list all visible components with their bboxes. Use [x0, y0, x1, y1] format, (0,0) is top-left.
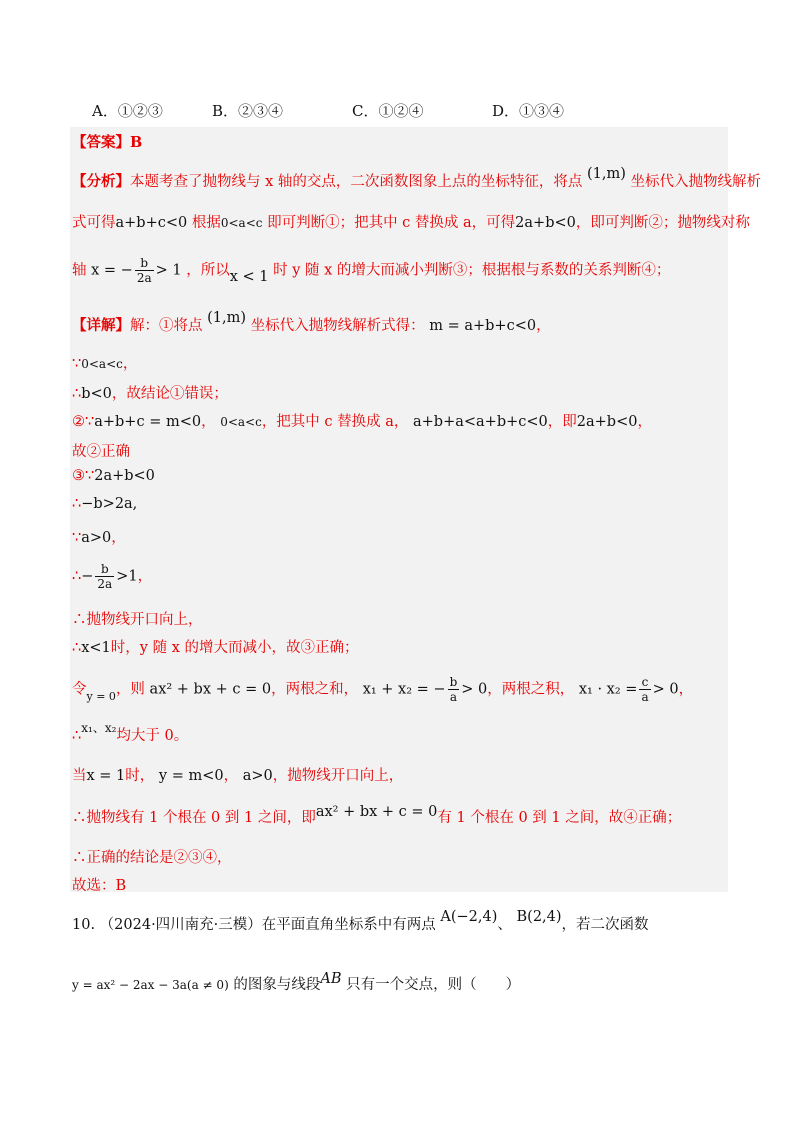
math-xlt1: x < 1: [229, 268, 269, 285]
detail-line-15: [72, 806, 681, 827]
because-sign: ∵: [72, 356, 82, 372]
therefore-sign: ∴: [72, 568, 82, 585]
math-b-lt0: b<0: [81, 386, 112, 402]
math-gt1: >1: [116, 568, 138, 585]
analysis-label: 【分析】: [72, 173, 130, 190]
detail-text: ，两根之和，: [271, 681, 359, 698]
detail-text: 均大于 0。: [116, 728, 189, 744]
math-roots: x₁、x₂: [81, 721, 117, 735]
analysis-text: 式可得: [72, 215, 116, 231]
minus-sign: −: [81, 568, 94, 585]
analysis-line-3: [72, 256, 670, 285]
math-s2-eq: a+b+c = m<0: [94, 414, 202, 430]
detail-line-4: [72, 410, 652, 431]
punct: ，: [536, 318, 551, 334]
math-axis: x = −: [91, 262, 133, 279]
detail-text: 时，: [125, 768, 155, 784]
detail-line-12: [72, 675, 693, 704]
math-0ac: 0<a<c: [220, 216, 263, 230]
analysis-line-1: [72, 166, 762, 191]
because-sign: ∵: [72, 530, 82, 546]
detail-text: ，抛物线开口向上，: [272, 768, 404, 784]
detail-text: 解：①将点: [130, 318, 203, 334]
analysis-text: 本题考查了抛物线与 x 轴的交点，二次函数图象上点的坐标特征，将点: [130, 174, 583, 190]
detail-line-17: 故选：B: [72, 878, 127, 894]
analysis-text: ，所以: [186, 262, 230, 279]
punct: ，: [111, 530, 126, 546]
detail-text: ，即: [547, 414, 577, 430]
detail-line-5: 故②正确: [72, 444, 130, 460]
math-xlt1: x<1: [81, 640, 111, 656]
punct: ，: [122, 356, 138, 372]
therefore-sign: ∴: [72, 386, 82, 402]
choice-b[interactable]: B．②③④: [212, 102, 284, 120]
segment-ab: AB: [320, 971, 342, 987]
detail-text: ，故结论①错误；: [111, 386, 228, 402]
math-gt0: > 0: [652, 681, 679, 698]
analysis-text: 即可判断①；把其中 c 替换成 a，可得: [267, 215, 516, 231]
detail-line-11: [72, 636, 359, 657]
math-quadratic: ax² + bx + c = 0: [149, 681, 272, 698]
analysis-line-2: [72, 211, 750, 232]
question-number: 10.: [72, 917, 96, 933]
question-text: 的图象与线段: [233, 977, 321, 993]
math-function: y = ax² − 2ax − 3a(a ≠ 0): [72, 978, 229, 992]
question-text: （2024·四川南充·三模）在平面直角坐标系中有两点: [99, 917, 436, 933]
choice-c[interactable]: C．①②④: [352, 102, 424, 120]
math-s3-l3: a>0: [81, 530, 112, 546]
detail-text: 当: [72, 768, 87, 784]
detail-label: 【详解】: [72, 317, 130, 334]
analysis-text: 轴: [72, 262, 87, 279]
punct: ，: [137, 568, 153, 585]
detail-line-6: [72, 468, 155, 484]
analysis-text: 坐标代入抛物线解析: [630, 174, 762, 190]
detail-line-16: ∴正确的结论是②③④，: [72, 850, 232, 866]
punct: ，: [201, 414, 216, 430]
question-10-line-1: [72, 909, 649, 934]
answer-label: 【答案】: [72, 134, 130, 151]
detail-text: ，把其中 c 替换成 a，: [261, 414, 409, 430]
detail-line-10: ∴抛物线开口向上，: [72, 612, 203, 628]
choice-d[interactable]: D．①③④: [492, 102, 565, 120]
analysis-text: ，即可判断②；抛物线对称: [575, 215, 750, 231]
math-abc: a+b+c<0: [115, 215, 188, 231]
answer-value: B: [130, 134, 143, 151]
detail-line-3: [72, 382, 228, 403]
point-1m: (1,m): [587, 166, 626, 182]
step-3-prefix: ③∵: [72, 468, 95, 484]
math-0ac: 0<a<c: [220, 415, 262, 429]
analysis-text: 时 y 随 x 的增大而减小判断③；根据根与系数的关系判断④；: [273, 262, 671, 279]
detail-text: ∴抛物线有 1 个根在 0 到 1 之间，即: [72, 810, 316, 826]
math-s2-chain: a+b+a<a+b+c<0: [413, 414, 548, 430]
math-a0: a>0: [242, 768, 273, 784]
math-s2-res: 2a+b<0: [576, 414, 638, 430]
analysis-text: 根据: [191, 215, 221, 231]
point-a: A(−2,4): [440, 909, 498, 925]
therefore-sign: ∴: [72, 640, 82, 656]
punct: ，: [678, 681, 694, 698]
detail-text: ，则: [115, 681, 145, 698]
answer-line: [72, 131, 142, 152]
question-text: ，若二次函数: [561, 917, 649, 933]
therefore-sign: ∴: [72, 728, 82, 744]
math-root-product: x₁ · x₂ =: [578, 681, 638, 698]
fraction: $\frac{b}{2a}$: [136, 256, 152, 285]
detail-line-1: [72, 310, 551, 335]
detail-line-9: [72, 562, 152, 591]
detail-line-2: [72, 352, 137, 373]
question-10-line-2: [72, 973, 520, 994]
detail-line-8: [72, 526, 126, 547]
math-ym: y = m<0: [158, 768, 224, 784]
math-gt0: > 0: [461, 681, 488, 698]
question-text: 只有一个交点，则（ ）: [346, 977, 521, 993]
fraction: $\frac{b}{a}$: [449, 675, 458, 704]
math-s3-l2: −b>2a,: [81, 496, 138, 512]
math-gt1: > 1: [155, 262, 182, 279]
fraction: $\frac{b}{2a}$: [97, 562, 113, 591]
math-quadratic: ax² + bx + c = 0: [315, 804, 438, 820]
punct: ，: [223, 768, 239, 784]
punct: ，: [637, 414, 652, 430]
detail-text: 坐标代入抛物线解析式得：: [250, 318, 425, 334]
math-s3-ineq: 2a+b<0: [94, 468, 155, 484]
math-2ab: 2a+b<0: [515, 215, 576, 231]
therefore-sign: ∴: [72, 496, 82, 512]
punct: 、: [497, 917, 512, 933]
detail-line-14: [72, 764, 403, 785]
step-2-prefix: ②∵: [72, 414, 95, 430]
math-0ac: 0<a<c: [81, 357, 123, 371]
fraction: $\frac{c}{a}$: [641, 675, 649, 704]
choice-a[interactable]: A．①②③: [92, 102, 163, 120]
detail-text: 有 1 个根在 0 到 1 之间，故④正确；: [437, 810, 682, 826]
detail-text: 时，y 随 x 的增大而减小，故③正确；: [110, 640, 359, 656]
math-root-sum: x₁ + x₂ = −: [362, 681, 446, 698]
detail-text: ，两根之积，: [487, 681, 575, 698]
point-1m: (1,m): [207, 310, 247, 326]
point-b: B(2,4): [516, 909, 562, 925]
math-y0: y = 0: [86, 689, 116, 703]
math-m-eq: m = a+b+c<0: [429, 318, 537, 334]
detail-line-13: [72, 721, 189, 745]
detail-line-7: [72, 496, 137, 512]
detail-text: 令: [72, 681, 87, 698]
math-x1: x = 1: [86, 768, 126, 784]
